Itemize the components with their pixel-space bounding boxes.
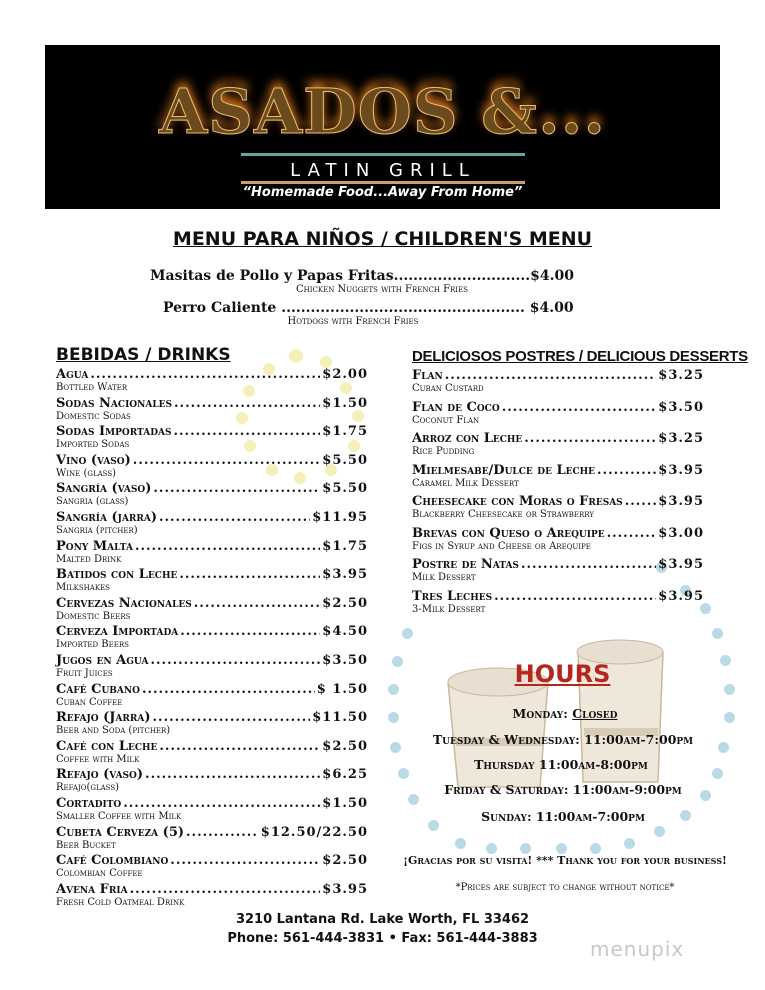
menu-item [56,481,368,510]
logo-divider [241,153,525,156]
item-price: $3.95 [658,462,704,478]
menu-item-line [56,653,368,668]
item-price: $1.50 [322,795,368,811]
menu-item-line [56,882,368,897]
leader-dots [502,400,657,415]
menu-item-line [56,710,368,725]
item-name: Café con Leche [56,738,158,754]
item-price: $4.00 [530,268,574,284]
menu-item-line [56,767,368,782]
menu-item [56,596,368,625]
menu-item-line [412,589,704,604]
hours-section [395,660,735,688]
leader-dots: ............................ [393,268,531,284]
menu-item [56,882,368,911]
menu-item [56,682,368,711]
leader-dots [135,539,320,554]
menu-item [56,510,368,539]
item-price: $2.50 [322,738,368,754]
menu-item [56,796,368,825]
item-price: $3.00 [658,525,704,541]
item-description: Imported Beers [56,639,129,651]
item-name: Agua [56,367,89,382]
kids-item-line [150,268,590,284]
item-price: $3.50 [658,399,704,415]
item-description: Coffee with Milk [56,753,140,765]
menu-item-line [56,510,368,525]
leader-dots [597,463,656,478]
item-name: Flan de Coco [412,399,500,415]
item-name: Cortadito [56,795,122,811]
item-price: $5.50 [322,481,368,497]
day-label: Monday: [512,706,568,721]
item-price: $12.50/22.50 [260,824,368,840]
item-description: Cuban Custard [412,383,484,394]
menu-item-line [56,796,368,811]
menu-item [412,557,704,589]
item-name: Sangría (jarra) [56,509,157,525]
menu-item [412,526,704,558]
hours-row: Tuesday & Wednesday: 11:00am-7:00pm [432,732,694,747]
page-title: MENU PARA NIÑOS / CHILDREN'S MENU [172,228,593,250]
item-description: Smaller Coffee with Milk [56,810,182,822]
thank-you-note: ¡Gracias por su visita! *** Thank you for your business! [403,854,727,867]
item-name: Café Colombiano [56,853,169,869]
item-name: Sodas Importadas [56,424,172,440]
menu-item-line [412,463,704,478]
item-name: Masitas de Pollo y Papas Fritas [150,268,394,284]
item-name: Sodas Nacionales [56,395,173,411]
header-banner [45,45,720,209]
menu-item [56,453,368,482]
leader-dots [194,596,321,611]
closed-label: Closed [572,706,618,721]
item-description: Caramel Milk Dessert [412,477,519,489]
address: 3210 Lantana Rd. Lake Worth, FL 33462 [235,912,530,927]
item-price: $3.25 [658,368,704,383]
item-name: Cerveza Importada [56,624,179,640]
menu-item-line [56,481,368,496]
item-description: Domestic Beers [56,610,131,622]
menu-item-line [412,494,704,509]
leader-dots [174,396,320,411]
item-description: Chicken Nuggets with French Fries [296,284,468,295]
menu-item [412,368,704,400]
hours-row: Sunday: 11:00am-7:00pm [481,809,645,824]
item-description: Sangria (glass) [56,496,129,508]
hours-row: Thursday 11:00am-8:00pm [474,757,648,772]
menu-item-line [56,596,368,611]
menu-item-line [56,682,368,697]
kids-item [163,300,583,327]
item-description: Imported Sodas [56,439,130,451]
item-name: Refajo (Jarra) [56,710,151,726]
item-name: Flan [412,368,443,383]
kids-item-line [163,300,583,316]
menu-item [412,494,704,526]
item-price: $1.75 [322,538,368,554]
menu-item [412,400,704,432]
item-price: $1.50 [322,395,368,411]
item-name: Vino (vaso) [56,452,131,468]
tagline: “Homemade Food...Away From Home” [242,185,523,200]
item-name: Avena Fria [56,881,128,897]
item-price: $3.95 [322,567,368,583]
menupix-watermark: menupix [590,937,685,961]
leader-dots [153,710,311,725]
item-name: Postre de Natas [412,557,519,572]
menu-item [412,463,704,495]
item-description: Milkshakes [56,582,110,594]
item-price: $3.25 [658,431,704,446]
menu-item [56,853,368,882]
desserts-heading: DELICIOSOS POSTRES / DELICIOUS DESSERTS [412,348,748,365]
item-description: Blackberry Cheesecake or Strawberry [412,509,594,520]
item-name: Arroz con Leche [412,431,523,446]
menu-item [412,589,704,621]
menu-item [56,539,368,568]
item-name: Mielmesabe/Dulce de Leche [412,462,596,478]
menu-item-line [56,567,368,582]
drinks-heading: BEBIDAS / DRINKS [56,345,231,365]
menu-item [56,825,368,854]
item-name: Brevas con Queso o Arequipe [412,525,605,541]
item-price: $11.95 [312,509,368,525]
item-price: $4.00 [529,300,574,316]
leader-dots [179,567,320,582]
item-name: Cubeta Cerveza (5) [56,824,185,840]
menu-item-line [56,453,368,468]
leader-dots [607,526,657,541]
item-name: Pony Malta [56,538,133,554]
item-description: Coconut Flan [412,414,480,426]
hours-title: HOURS [514,660,611,688]
menu-item [412,431,704,463]
drinks-list [56,367,368,910]
leader-dots [170,853,320,868]
item-description: Malted Drink [56,553,122,565]
item-description: Cuban Coffee [56,696,123,708]
menu-item [56,739,368,768]
item-name: Jugos en Agua [56,652,149,668]
item-description: Hotdogs with French Fries [287,316,419,327]
item-description: Wine (glass) [56,467,117,479]
item-price: $2.50 [322,595,368,611]
leader-dots [186,825,259,840]
menu-item [56,653,368,682]
menu-item [56,567,368,596]
logo-divider-lower [241,181,525,184]
price-disclaimer: *Prices are subject to change without notice* [455,882,675,893]
menu-item-line [56,825,368,840]
menu-item-line [56,739,368,754]
hours-row: Friday & Saturday: 11:00am-9:00pm [444,782,682,797]
item-description: 3-Milk Dessert [412,603,486,615]
leader-dots [90,367,320,382]
leader-dots [151,653,321,668]
item-name: Perro Caliente [163,300,277,316]
item-name: Café Cubano [56,681,140,697]
phone-fax: Phone: 561-444-3831 • Fax: 561-444-3883 [227,931,538,946]
restaurant-logo: ASADOS &... [159,75,606,148]
item-description: Rice Pudding [412,446,475,457]
menu-item-line [56,367,368,382]
item-price: $2.00 [322,367,368,382]
leader-dots [494,589,656,604]
menu-item [56,367,368,396]
leader-dots [445,368,657,383]
item-price: $11.50 [312,710,368,726]
item-description: Fruit Juices [56,667,113,679]
item-price: $3.95 [658,557,704,572]
item-name: Tres Leches [412,588,493,604]
menu-item-line [56,424,368,439]
item-description: Bottled Water [56,382,128,393]
leader-dots [142,682,315,697]
menu-item-line [412,400,704,415]
menu-item-line [412,526,704,541]
menu-item [56,767,368,796]
item-price: $4.50 [322,624,368,640]
item-description: Beer and Soda (pitcher) [56,725,171,737]
menu-item-line [412,368,704,383]
leader-dots: .................................................. [281,300,525,316]
leader-dots [524,431,656,446]
item-name: Refajo (vaso) [56,767,144,783]
item-price: $2.50 [322,853,368,869]
menu-item [56,624,368,653]
menu-item-line [56,853,368,868]
leader-dots [145,767,320,782]
kids-item [150,268,590,295]
item-price: $ 1.50 [316,681,368,697]
menu-item-line [56,539,368,554]
item-name: Cervezas Nacionales [56,595,192,611]
item-description: Figs in Syrup and Cheese or Arequipe [412,540,591,552]
item-price: $3.95 [658,494,704,509]
leader-dots [130,882,321,897]
item-name: Sangría (vaso) [56,481,152,497]
menu-item-line [56,396,368,411]
item-price: $3.50 [322,652,368,668]
item-description: Domestic Sodas [56,410,131,422]
item-description: Beer Bucket [56,839,116,851]
item-price: $1.75 [322,424,368,440]
item-description: Refajo(glass) [56,782,120,794]
menu-item-line [56,624,368,639]
leader-dots [180,624,320,639]
leader-dots [159,739,320,754]
menu-item [56,396,368,425]
menu-item-line [412,557,704,572]
leader-dots [521,557,656,572]
item-description: Milk Dessert [412,572,476,583]
logo-subtitle: LATIN GRILL [290,160,476,181]
item-name: Cheesecake con Moras o Fresas [412,494,623,509]
leader-dots [153,481,320,496]
leader-dots [174,424,321,439]
item-description: Colombian Coffee [56,868,143,880]
item-price: $5.50 [322,452,368,468]
hours-row-monday [395,706,735,721]
menu-item [56,710,368,739]
leader-dots [133,453,320,468]
item-price: $6.25 [322,767,368,783]
desserts-list [412,368,704,620]
item-description: Fresh Cold Oatmeal Drink [56,896,185,908]
item-price: $3.95 [658,588,704,604]
item-description: Sangria (pitcher) [56,524,138,536]
item-price: $3.95 [322,881,368,897]
leader-dots [625,494,657,509]
menu-item [56,424,368,453]
menu-item-line [412,431,704,446]
item-name: Batidos con Leche [56,567,178,583]
leader-dots [123,796,320,811]
leader-dots [159,510,310,525]
